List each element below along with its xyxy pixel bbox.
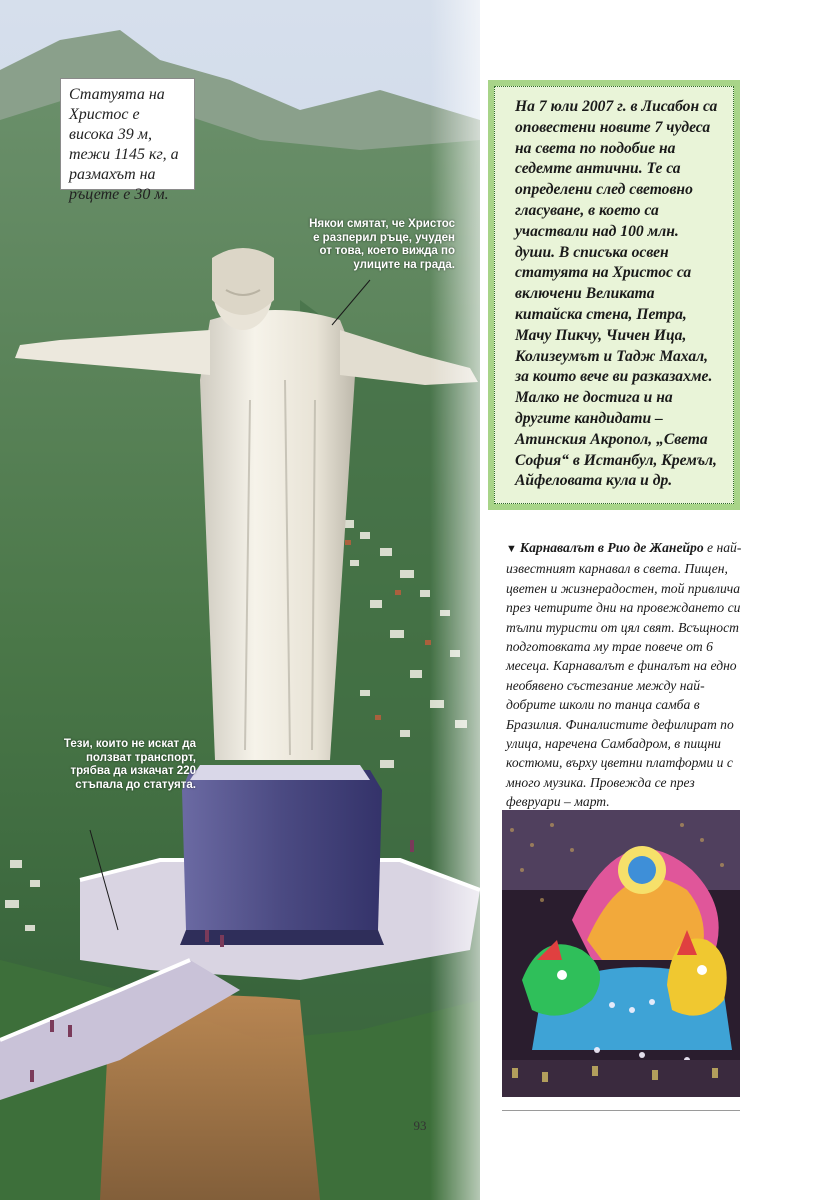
carnival-paragraph <box>506 538 742 812</box>
carnival-body: е най-известният карнавал в света. Пищен, цветен и жизнерадостен, той привлича през четирите дни на провеждането си тълпи туристи от цял свят. Всъщност подготовката му трае повече от 6 месеца. Карнавалът е финалът на едно необявено състезание между най-добрите школи по танца самба в Бразилия. Финалистите дефилират по улица, наречена Самбадром, в пищни костюми, върху цветни платформи и с много музика. Провежда се през февруари – март. <box>506 540 742 810</box>
statue-facts-text: Статуята на Христос е висока 39 м, тежи 1145 кг, а размахът на ръцете е 30 м. <box>69 86 179 203</box>
bottom-rule <box>502 1110 740 1111</box>
carnival-photo <box>502 810 740 1097</box>
carnival-lead: Карнавалът в Рио де Жанейро <box>519 540 704 555</box>
seven-wonders-box <box>488 80 740 510</box>
note-outstretched-hands: Някои смятат, че Христос е разперил ръце, учуден от това, което вижда по улиците на града. <box>309 218 455 271</box>
page-number: 93 <box>413 1118 427 1133</box>
seven-wonders-text: На 7 юли 2007 г. в Лисабон са оповестени новите 7 чудеса на света по подобие на седемте антични. Те са определени след световно гласуване, в което са участвали над 100 млн. души. В списъка освен статуята на Христос са включени Великата китайска стена, Петра, Мачу Пикчу, Чичен Ица, Колизеумът и Тадж Махал, за които вече ви разказахме. Малко не достига и на другите кандидати – Атинския Акропол, „Света София“ в Истанбул, Кремъл, Айфеловата кула и др. <box>494 86 734 504</box>
note-stairs: Тези, които не искат да ползват транспорт, трябва да изкачат 220 стъпала до статуята. <box>63 738 196 791</box>
triangle-down-icon: ▼ <box>506 543 517 555</box>
statue-facts-caption <box>60 78 195 203</box>
